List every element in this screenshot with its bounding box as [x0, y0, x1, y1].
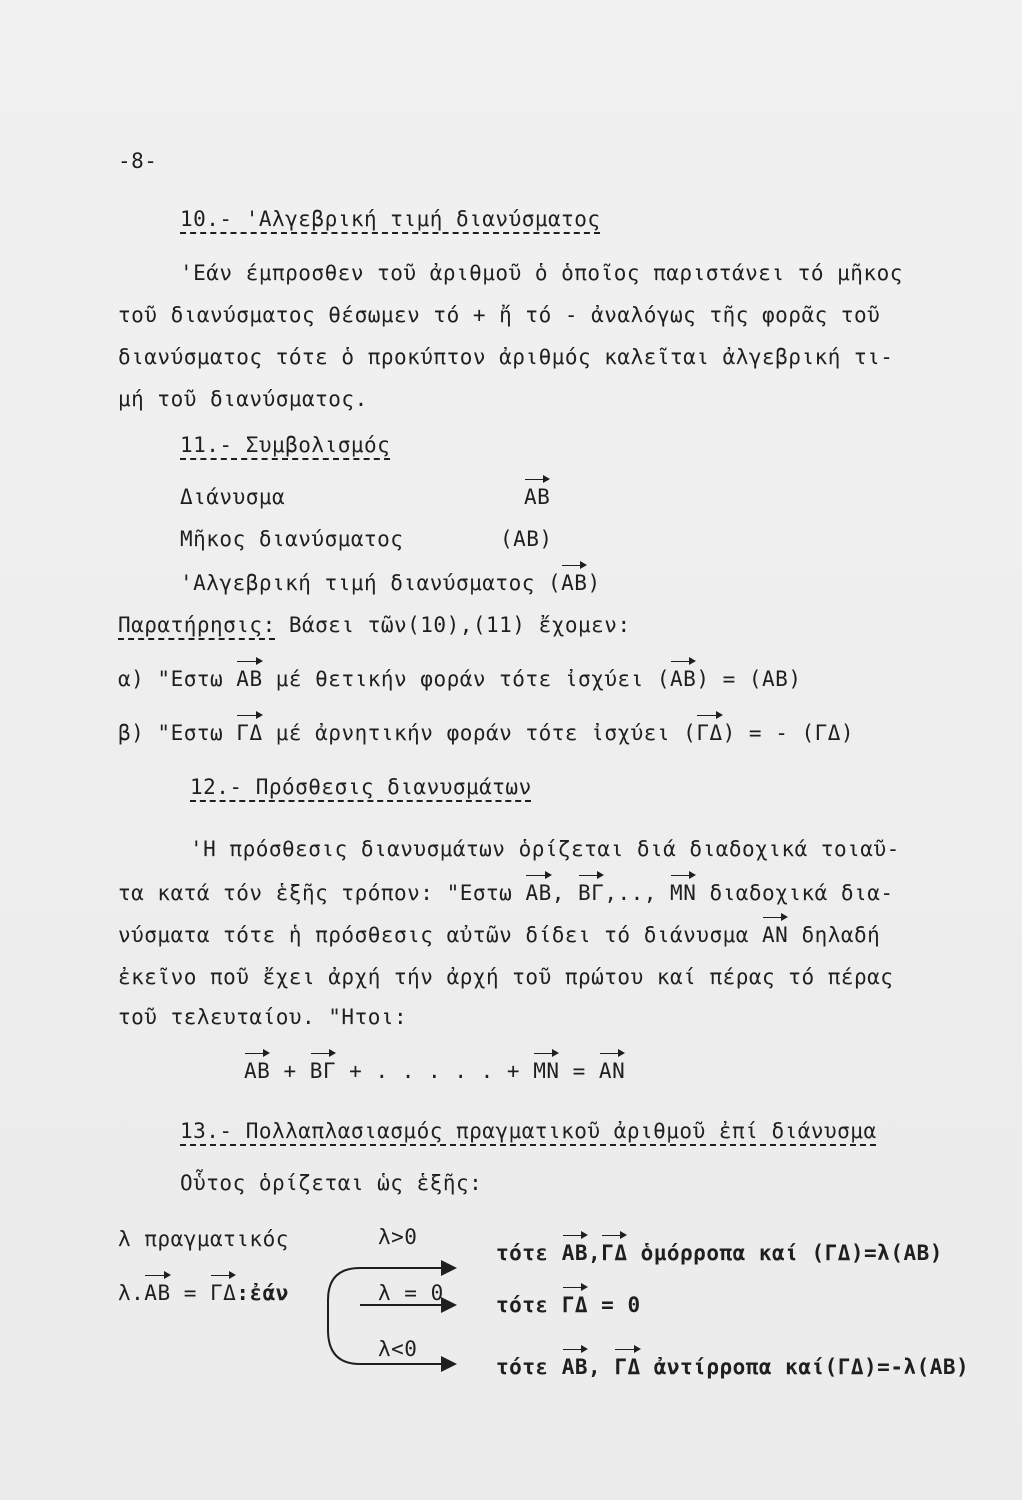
remark-a-middle: μέ θετικήν φοράν τότε ἰσχύει (: [262, 667, 671, 691]
symbol-algebraic-row: [180, 570, 601, 596]
o3-then: τότε: [496, 1355, 562, 1379]
remark-label: Παρατήρησις:: [118, 613, 276, 637]
section-12-line-4: ἐκεῖνο ποῦ ἔχει ἀρχή τήν ἀρχή τοῦ πρώτου καί πέρας τό πέρας: [118, 965, 894, 989]
section-13-intro: Οὗτος ὁρίζεται ὡς ἑξῆς:: [180, 1171, 483, 1195]
symbol-length-label: Μῆκος διανύσματος: [180, 527, 404, 551]
o2-rest: = 0: [588, 1293, 641, 1317]
vector-gd: ΓΔ: [601, 1241, 628, 1265]
vector-mn: MN: [670, 881, 697, 905]
symbol-algebraic-end: ): [587, 571, 601, 595]
outcome-positive: [496, 1240, 943, 1266]
remark-a-prefix: α) "Εστω: [118, 667, 237, 691]
s12-p2-b: ,: [551, 881, 579, 905]
section-12-line-2: [118, 880, 894, 906]
cases-bracket-arrows: [320, 1240, 470, 1380]
o1-rest: ὁμόρροπα καί (ΓΔ)=λ(AB): [627, 1241, 943, 1265]
section-12-line-3: [118, 922, 880, 948]
vector-ab: AB: [144, 1281, 171, 1305]
vector-sum-equation: [244, 1058, 625, 1084]
remark-line: [118, 612, 631, 638]
remark-b-prefix: β) "Εστω: [118, 721, 237, 745]
section-10-heading: 10.- 'Αλγεβρική τιμή διανύσματος: [180, 207, 601, 231]
vector-gd: ΓΔ: [561, 1293, 589, 1317]
remark-a-end: ) = (AB): [696, 667, 802, 691]
symbol-algebraic-label: 'Αλγεβρική τιμή διανύσματος (: [180, 571, 562, 595]
remark-text: Βάσει τῶν(10),(11) ἔχομεν:: [275, 613, 631, 637]
vector-ab: AB: [561, 571, 588, 595]
remark-b-end: ) = - (ΓΔ): [722, 721, 855, 745]
vector-bg: BΓ: [309, 1059, 337, 1083]
remark-item-a: [118, 666, 801, 692]
vector-gd: ΓΔ: [236, 721, 263, 745]
vector-gd: ΓΔ: [614, 1355, 641, 1379]
case-negative: λ<0: [378, 1337, 418, 1361]
outcome-negative: [496, 1354, 969, 1380]
vector-ab: AB: [561, 1355, 589, 1379]
section-10-line-4: μή τοῦ διανύσματος.: [118, 387, 368, 411]
remark-b-middle: μέ ἀρνητικήν φοράν τότε ἰσχύει (: [262, 721, 697, 745]
remark-item-b: [118, 720, 854, 746]
s12-p2-a: τα κατά τόν ἑξῆς τρόπον: "Εστω: [118, 881, 526, 905]
symbol-vector-value: [524, 484, 550, 510]
symbol-vector-label: Διάνυσμα: [180, 485, 286, 509]
vector-an: AN: [598, 1059, 626, 1083]
case-zero: λ = 0: [378, 1281, 444, 1305]
eq-plus-1: +: [270, 1059, 310, 1083]
vector-ab: AB: [524, 485, 551, 509]
section-12-line-5: τοῦ τελευταίου. "Ητοι:: [118, 1005, 408, 1029]
o3-rest: ἀντίρροπα καί(ΓΔ)=-λ(AB): [640, 1355, 970, 1379]
eq-equals: =: [559, 1059, 599, 1083]
o1-then: τότε: [496, 1241, 562, 1265]
vector-ab: AB: [525, 881, 552, 905]
s12-p2-c: ,..,: [604, 881, 671, 905]
s12-p3-a: νύσματα τότε ἡ πρόσθεσις αὐτῶν δίδει τό διάνυσμα: [118, 923, 763, 947]
case-positive: λ>0: [378, 1225, 418, 1249]
section-10-line-1: 'Εάν έμπροσθεν τοῦ ἀριθμοῦ ὁ ὁποῖος παριστάνει τό μῆκος: [180, 261, 903, 285]
vector-ab: AB: [670, 667, 697, 691]
vector-ab: AB: [561, 1241, 589, 1265]
lambda-definition: [118, 1280, 289, 1306]
vector-bg: BΓ: [578, 881, 605, 905]
section-10-line-2: τοῦ διανύσματος θέσωμεν τό + ἤ τό - ἀναλόγως τῆς φορᾶς τοῦ: [118, 303, 881, 327]
vector-gd: ΓΔ: [696, 721, 723, 745]
def-lambda: λ.: [118, 1281, 145, 1305]
outcome-zero: [496, 1292, 641, 1318]
section-12-line-1: 'Η πρόσθεσις διανυσμάτων ὁρίζεται διά διαδοχικά τοιαῦ-: [190, 837, 900, 861]
o3-comma: ,: [588, 1355, 615, 1379]
eq-dots: + . . . . . +: [336, 1059, 534, 1083]
vector-ab: AB: [236, 667, 263, 691]
vector-an: AN: [762, 923, 789, 947]
section-11-heading: 11.- Συμβολισμός: [180, 433, 391, 457]
vector-gd: ΓΔ: [210, 1281, 237, 1305]
section-10-line-3: διανύσματος τότε ὁ προκύπτον ἀριθμός καλεῖται ἀλγεβρική τι-: [118, 345, 894, 369]
s12-p2-d: διαδοχικά δια-: [696, 881, 894, 905]
vector-ab: AB: [244, 1059, 271, 1083]
o2-then: τότε: [496, 1293, 562, 1317]
s12-p3-b: δηλαδή: [788, 923, 881, 947]
page-number: -8-: [118, 149, 158, 173]
def-equals: =: [170, 1281, 211, 1305]
section-12-heading: 12.- Πρόσθεσις διανυσμάτων: [190, 775, 532, 799]
def-if: :ἐάν: [236, 1281, 289, 1305]
symbol-length-value: (AB): [500, 527, 553, 551]
vector-mn: MN: [533, 1059, 560, 1083]
o1-comma: ,: [588, 1241, 602, 1265]
section-13-heading: 13.- Πολλαπλασιασμός πραγματικοῦ ἀριθμοῦ ἐπί διάνυσμα: [180, 1119, 877, 1143]
lambda-real-label: λ πραγματικός: [118, 1227, 289, 1251]
